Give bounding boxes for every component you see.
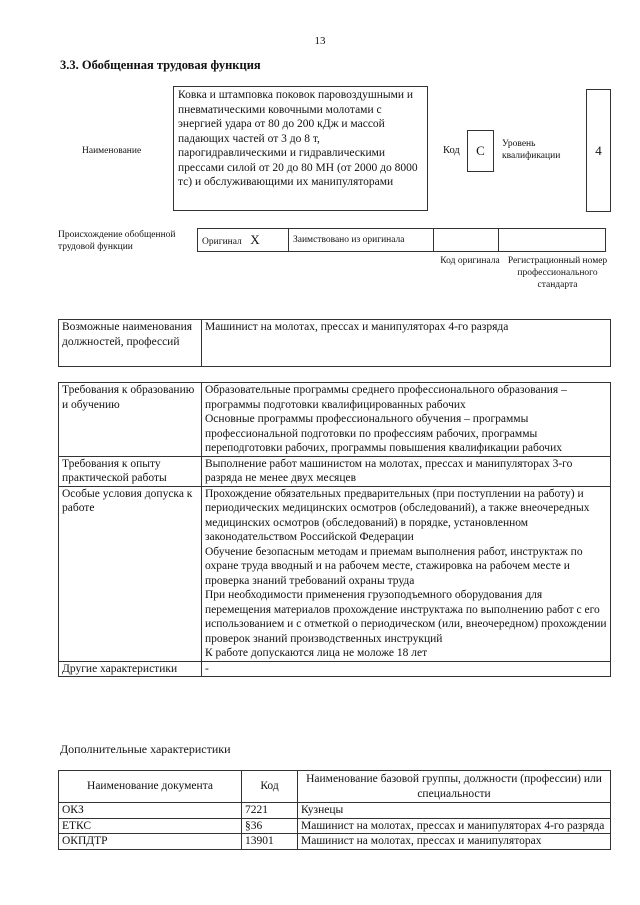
row-code: §36 [242,818,298,834]
other-label: Другие характеристики [59,661,202,677]
requirements-table [58,382,611,677]
experience-label: Требования к опыту практической работы [59,456,202,486]
admission-label: Особые условия допуска к работе [59,486,202,661]
table-row [59,818,611,834]
code-value: C [467,130,494,172]
original-label: Оригинал [202,237,242,247]
header-name: Наименование базовой группы, должности (профессии) или специальности [298,771,611,803]
origin-reg-cell [499,229,606,252]
other-value: - [202,661,611,677]
admission-text: Прохождение обязательных предварительных (при поступлении на работу) и периодических медицинских осмотров (обследований), а также внеочередных медицинских осмотров (обследований) в порядке, установленном законодательством Российской Федерации Обучение безопасным методам и приемам выполнения работ, инструктаж по охране труда вводный и на рабочем месте, стажировка на рабочем месте и проверка знаний требований охраны труда При необходимости применения грузоподъемного оборудования для перемещения материалов прохождение инструктажа по выполнению работ с его использованием и с отметкой о периодическом (или, внеочередном) прохождении проверок знаний производственных инструкций К работе допускаются лица не моложе 18 лет [205,487,607,659]
code-label: Код [443,145,460,156]
name-label: Наименование [82,146,142,156]
positions-value: Машинист на молотах, прессах и манипуляторах 4-го разряда [202,320,611,367]
origin-code-cell [434,229,499,252]
header-code: Код [242,771,298,803]
level-label: Уровень квалификации [502,139,561,161]
additional-title: Дополнительные характеристики [60,742,231,756]
row-name: Кузнецы [298,803,611,819]
admission-value [202,486,611,661]
additional-table [58,770,611,850]
row-doc: ЕТКС [59,818,242,834]
education-text: Образовательные программы среднего профессионального образования – программы подготовки квалифицированных рабочих Основные программы профессионального обучения – программы профессиональной подготовки по профессиям рабочих, программы переподготовки рабочих, программы повышения квалификации рабочих [205,384,567,454]
original-mark: X [250,232,260,247]
origin-table [197,228,606,252]
row-name: Машинист на молотах, прессах и манипуляторах 4-го разряда [298,818,611,834]
code-original-caption: Код оригинала [440,256,500,266]
row-doc: ОКЗ [59,803,242,819]
row-name: Машинист на молотах, прессах и манипуляторах [298,834,611,850]
reg-number-caption: Регистрационный номер профессионального стандарта [507,256,608,290]
header-doc: Наименование документа [59,771,242,803]
table-row [59,834,611,850]
experience-value: Выполнение работ машинистом на молотах, прессах и манипуляторах 3-го разряда не менее двух месяцев [202,456,611,486]
education-label: Требования к образованию и обучению [59,383,202,457]
table-row [59,803,611,819]
origin-original-cell [198,229,289,252]
row-doc: ОКПДТР [59,834,242,850]
education-value [202,383,611,457]
level-value: 4 [586,89,611,212]
row-code: 7221 [242,803,298,819]
positions-table [58,319,611,367]
positions-label: Возможные наименования должностей, профессий [59,320,202,367]
page-number: 13 [314,35,326,47]
origin-label: Происхождение обобщенной трудовой функции [58,230,176,252]
function-name-box: Ковка и штамповка поковок паровоздушными и пневматическими ковочными молотами с энергией удара от 80 до 200 кДж и массой падающих частей от 3 до 8 т, парогидравлическими и гидравлическими прессами силой от 20 до 80 МН (от 2000 до 8000 тс) и обслуживающими их манипуляторами [173,86,428,211]
row-code: 13901 [242,834,298,850]
borrowed-label: Заимствовано из оригинала [289,229,434,252]
section-title: 3.3. Обобщенная трудовая функция [60,58,261,72]
